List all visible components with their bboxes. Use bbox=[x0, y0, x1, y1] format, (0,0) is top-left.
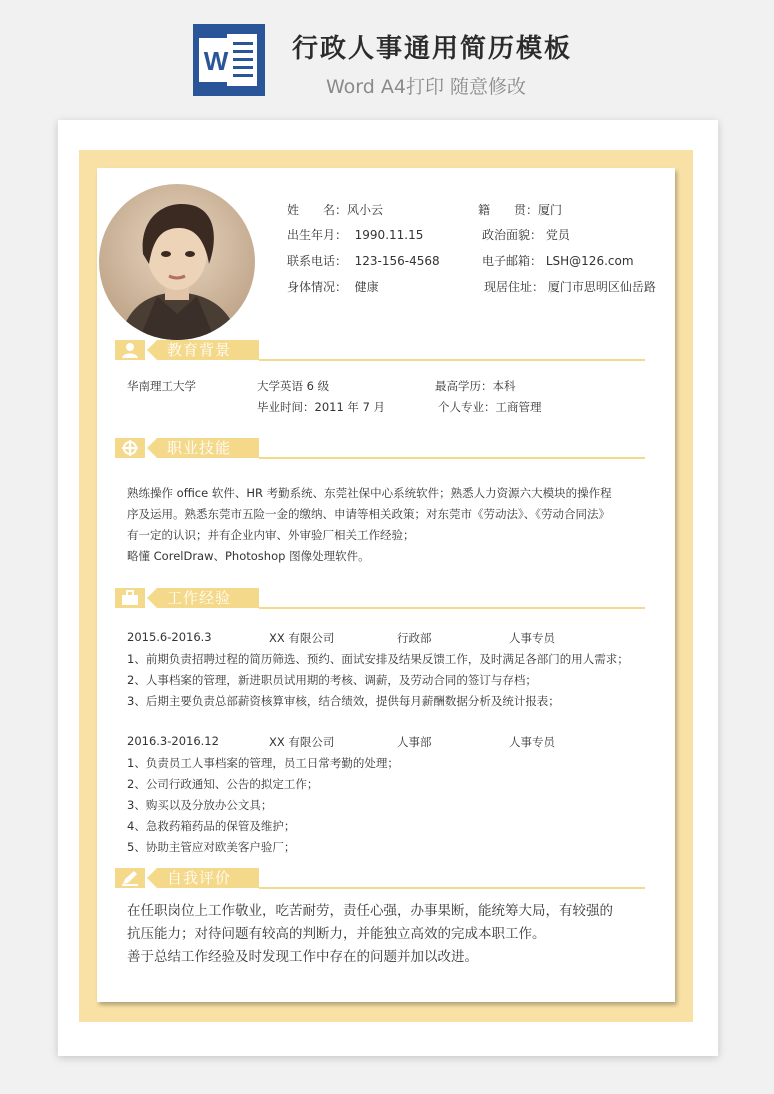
skills-line: 熟练操作 office 软件、HR 考勤系统、东莞社保中心系统软件；熟悉人力资源六大模块的操作程 bbox=[127, 486, 612, 500]
word-icon bbox=[193, 24, 265, 96]
job-2-dept: 人事部 bbox=[397, 735, 432, 749]
health-value: 健康 bbox=[354, 280, 379, 294]
section-work bbox=[115, 588, 645, 610]
job-2-period: 2016.3-2016.12 bbox=[127, 734, 219, 748]
duty-item: 1、负责员工人事档案的管理，员工日常考勤的处理； bbox=[127, 756, 399, 770]
birth-label: 出生年月： bbox=[287, 228, 348, 242]
name-value: 风小云 bbox=[347, 203, 384, 217]
page-header bbox=[0, 0, 774, 110]
job-1-dept: 行政部 bbox=[397, 631, 432, 645]
profile-birth bbox=[287, 226, 423, 243]
duty-item: 3、购买以及分放办公文具； bbox=[127, 798, 273, 812]
self-line: 善于总结工作经验及时发现工作中存在的问题并加以改进。 bbox=[127, 949, 478, 965]
job-2-company: XX 有限公司 bbox=[269, 735, 335, 749]
self-line: 抗压能力；对待问题有较高的判断力，并能独立高效的完成本职工作。 bbox=[127, 926, 546, 942]
pen-icon bbox=[121, 870, 139, 886]
skills-title: 职业技能 bbox=[167, 439, 232, 457]
profile-politics bbox=[482, 226, 570, 243]
phone-value: 123-156-4568 bbox=[354, 254, 440, 268]
skills-text bbox=[127, 483, 657, 567]
email-label: 电子邮箱： bbox=[482, 254, 543, 268]
self-line: 在任职岗位上工作敬业，吃苦耐劳，责任心强，办事果断，能统筹大局，有较强的 bbox=[127, 903, 613, 919]
self-title: 自我评价 bbox=[167, 869, 232, 887]
page-subtitle: Word A4打印 随意修改 bbox=[326, 76, 527, 98]
address-label: 现居住址： bbox=[484, 280, 545, 294]
name-label: 姓 名： bbox=[287, 203, 348, 217]
self-text bbox=[127, 900, 657, 969]
address-value: 厦门市思明区仙岳路 bbox=[547, 280, 656, 294]
profile-phone bbox=[287, 252, 440, 269]
job-1-period: 2015.6-2016.3 bbox=[127, 630, 212, 644]
education-english: 大学英语 6 级 bbox=[257, 379, 330, 393]
email-value: LSH@126.com bbox=[545, 254, 634, 268]
education-graduation: 毕业时间：2011 年 7 月 bbox=[257, 400, 386, 414]
profile-health bbox=[287, 278, 379, 295]
education-title: 教育背景 bbox=[167, 341, 232, 359]
duty-item: 3、后期主要负责总部薪资核算审核，结合绩效，提供每月薪酬数据分析及统计报表； bbox=[127, 694, 560, 708]
graduate-icon bbox=[121, 342, 139, 358]
job-2-position: 人事专员 bbox=[509, 735, 555, 749]
resume-paper bbox=[58, 120, 718, 1056]
section-education bbox=[115, 340, 645, 362]
native-label: 籍 贯： bbox=[478, 203, 539, 217]
job-1-company: XX 有限公司 bbox=[269, 631, 335, 645]
duty-item: 2、人事档案的管理，新进职员试用期的考核、调薪，及劳动合同的签订与存档； bbox=[127, 673, 537, 687]
duty-item: 5、协助主管应对欧美客户验厂； bbox=[127, 840, 296, 854]
section-self bbox=[115, 868, 645, 890]
birth-value: 1990.11.15 bbox=[354, 228, 424, 242]
native-value: 厦门 bbox=[538, 203, 563, 217]
briefcase-icon bbox=[121, 590, 139, 606]
politics-value: 党员 bbox=[545, 228, 570, 242]
skills-line: 略懂 CorelDraw、Photoshop 图像处理软件。 bbox=[127, 549, 370, 563]
profile-address bbox=[484, 278, 656, 295]
skills-line: 序及运用。熟悉东莞市五险一金的缴纳、申请等相关政策；对东莞市《劳动法》、《劳动合同法》 bbox=[127, 507, 610, 521]
duty-item: 1、前期负责招聘过程的简历筛选、预约、面试安排及结果反馈工作，及时满足各部门的用人需求； bbox=[127, 652, 629, 666]
job-1-position: 人事专员 bbox=[509, 631, 555, 645]
resume-content bbox=[97, 168, 675, 1002]
education-school: 华南理工大学 bbox=[127, 379, 196, 393]
education-degree: 最高学历：本科 bbox=[435, 379, 516, 393]
skills-line: 有一定的认识；并有企业内审、外审验厂相关工作经验； bbox=[127, 528, 415, 542]
politics-label: 政治面貌： bbox=[482, 228, 543, 242]
education-major: 个人专业：工商管理 bbox=[438, 400, 542, 414]
target-icon bbox=[121, 440, 139, 456]
page-title: 行政人事通用简历模板 bbox=[292, 34, 573, 64]
duty-item: 2、公司行政通知、公告的拟定工作； bbox=[127, 777, 319, 791]
health-label: 身体情况： bbox=[287, 280, 348, 294]
duty-item: 4、急救药箱药品的保管及维护； bbox=[127, 819, 296, 833]
profile-email bbox=[482, 252, 634, 269]
profile-native bbox=[478, 201, 562, 218]
work-title: 工作经验 bbox=[167, 589, 232, 607]
avatar-photo bbox=[99, 184, 255, 340]
profile-name bbox=[287, 201, 383, 218]
resume-frame bbox=[79, 150, 693, 1022]
job-1-duties bbox=[127, 649, 657, 712]
svg-text:W: W bbox=[203, 46, 229, 76]
phone-label: 联系电话： bbox=[287, 254, 348, 268]
section-skills bbox=[115, 438, 645, 460]
job-2-duties bbox=[127, 753, 657, 858]
